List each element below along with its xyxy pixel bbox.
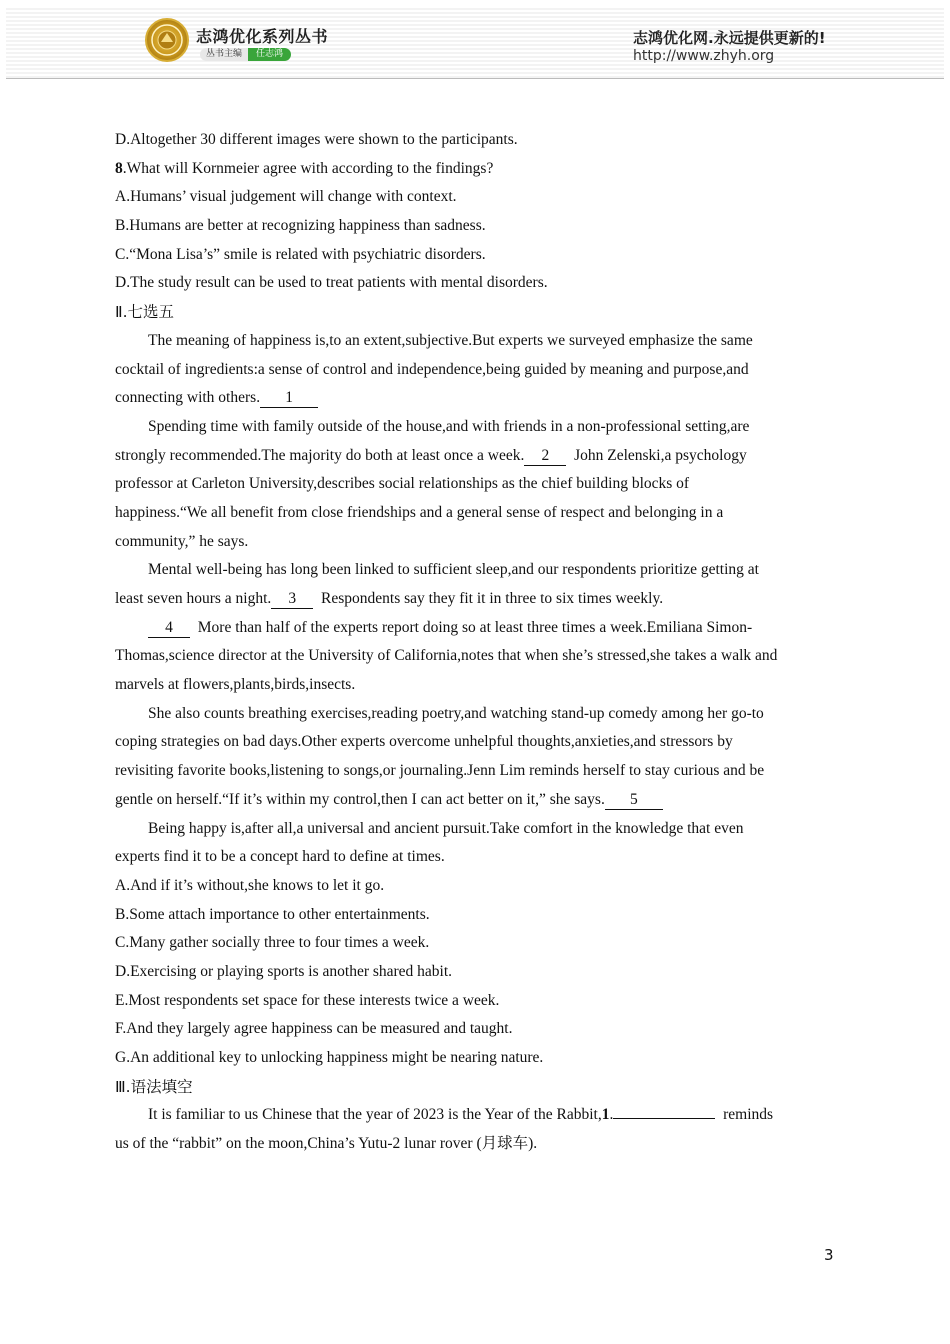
q8-option-a: A.Humans’ visual judgement will change with context. <box>115 188 457 206</box>
editor-label: 丛书主编 <box>200 48 248 61</box>
p2-line: community,” he says. <box>115 532 249 550</box>
blank-2[interactable]: 2 <box>524 447 566 466</box>
editor-name: 任志鸿 <box>248 48 291 61</box>
option-e: E.Most respondents set space for these interests twice a week. <box>115 991 500 1009</box>
q8-option-c: C.“Mona Lisa’s” smile is related with psychiatric disorders. <box>115 245 486 263</box>
p3-line <box>115 585 835 614</box>
blank-3[interactable]: 3 <box>271 590 313 609</box>
header-divider <box>6 78 944 79</box>
p6-line: experts find it to be a concept hard to define at times. <box>115 848 445 866</box>
p2-text: John Zelenski,a psychology <box>574 446 747 464</box>
p4-text: More than half of the experts report doing so at least three times a week.Emiliana Simon- <box>197 618 753 636</box>
section-3-heading: Ⅲ.语法填空 <box>115 1077 193 1096</box>
p1-line <box>115 384 835 413</box>
p5-line: revisiting favorite books,listening to songs,or journaling.Jenn Lim reminds herself to stay curious and be <box>115 762 765 780</box>
p5-line <box>115 786 835 815</box>
p3-line: Mental well-being has long been linked to sufficient sleep,and our respondents prioritize getting at <box>148 561 759 579</box>
q8-stem <box>115 155 835 184</box>
section-2-heading: Ⅱ.七选五 <box>115 303 175 322</box>
p2-line: professor at Carleton University,describes social relationships as the chief building blocks of <box>115 475 690 493</box>
editor-badge <box>200 48 291 61</box>
p1-line: The meaning of happiness is,to an extent,subjective.But experts we surveyed emphasize the same <box>148 331 753 349</box>
p2-line <box>115 442 835 471</box>
q8-option-d: D.The study result can be used to treat patients with mental disorders. <box>115 274 548 292</box>
p5-line: She also counts breathing exercises,reading poetry,and watching stand-up comedy among her go-to <box>148 704 764 722</box>
series-title: 志鸿优化系列丛书 <box>196 27 329 46</box>
p4-line: marvels at flowers,plants,birds,insects. <box>115 676 356 694</box>
grammar-line: us of the “rabbit” on the moon,China’s Yutu-2 lunar rover (月球车). <box>115 1135 538 1153</box>
p6-line: Being happy is,after all,a universal and ancient pursuit.Take comfort in the knowledge that even <box>148 819 744 837</box>
blank-1[interactable]: 1 <box>260 389 318 408</box>
option-d: D.Exercising or playing sports is another shared habit. <box>115 962 453 980</box>
option-b: B.Some attach importance to other entertainments. <box>115 905 430 923</box>
grammar-text-tail: reminds <box>723 1106 774 1124</box>
grammar-text: It is familiar to us Chinese that the year of 2023 is the Year of the Rabbit, <box>148 1106 602 1124</box>
p5-line: coping strategies on bad days.Other experts overcome unhelpful thoughts,anxieties,and stressors by <box>115 733 733 751</box>
option-g: G.An additional key to unlocking happiness might be nearing nature. <box>115 1049 544 1066</box>
p1-line: cocktail of ingredients:a sense of control and independence,being guided by meaning and purpose,and <box>115 360 749 378</box>
p3-text: Respondents say they fit it in three to six times weekly. <box>321 590 664 607</box>
p2-text: strongly recommended.The majority do both at least once a week. <box>115 446 525 464</box>
option-c: C.Many gather socially three to four times a week. <box>115 934 430 952</box>
q7-option-d: D.Altogether 30 different images were shown to the participants. <box>115 131 518 148</box>
option-a: A.And if it’s without,she knows to let it go. <box>115 876 385 894</box>
p3-text: least seven hours a night. <box>115 590 272 607</box>
q8-option-b: B.Humans are better at recognizing happiness than sadness. <box>115 217 486 235</box>
page-number: 3 <box>824 1246 834 1264</box>
blank-5[interactable]: 5 <box>605 791 663 810</box>
blank-4[interactable]: 4 <box>148 619 190 638</box>
p4-line: Thomas,science director at the University of California,notes that when she’s stressed,she takes a walk and <box>115 647 778 665</box>
option-f: F.And they largely agree happiness can be measured and taught. <box>115 1020 513 1038</box>
document-body <box>115 126 835 1159</box>
grammar-blank-number: 1 <box>601 1106 610 1124</box>
q8-number: 8 <box>115 159 123 177</box>
p1-text: connecting with others. <box>115 389 261 407</box>
p2-line: Spending time with family outside of the house,and with friends in a non-professional setting,are <box>148 417 750 435</box>
p4-line <box>115 614 835 643</box>
grammar-line: It is familiar to us Chinese that the year of 2023 is the Year of the Rabbit,1. reminds <box>148 1106 774 1124</box>
header-slogan: 志鸿优化网.永远提供更新的! <box>633 29 826 47</box>
grammar-blank-1[interactable] <box>613 1118 715 1119</box>
header-url: http://www.zhyh.org <box>633 48 775 64</box>
q8-stem-text: .What will Kornmeier agree with according to the findings? <box>122 159 494 177</box>
series-logo-emblem <box>145 18 189 62</box>
p5-text: gentle on herself.“If it’s within my control,then I can act better on it,” she says. <box>115 790 605 808</box>
p2-line: happiness.“We all benefit from close friendships and a general sense of respect and belonging in a <box>115 503 724 521</box>
